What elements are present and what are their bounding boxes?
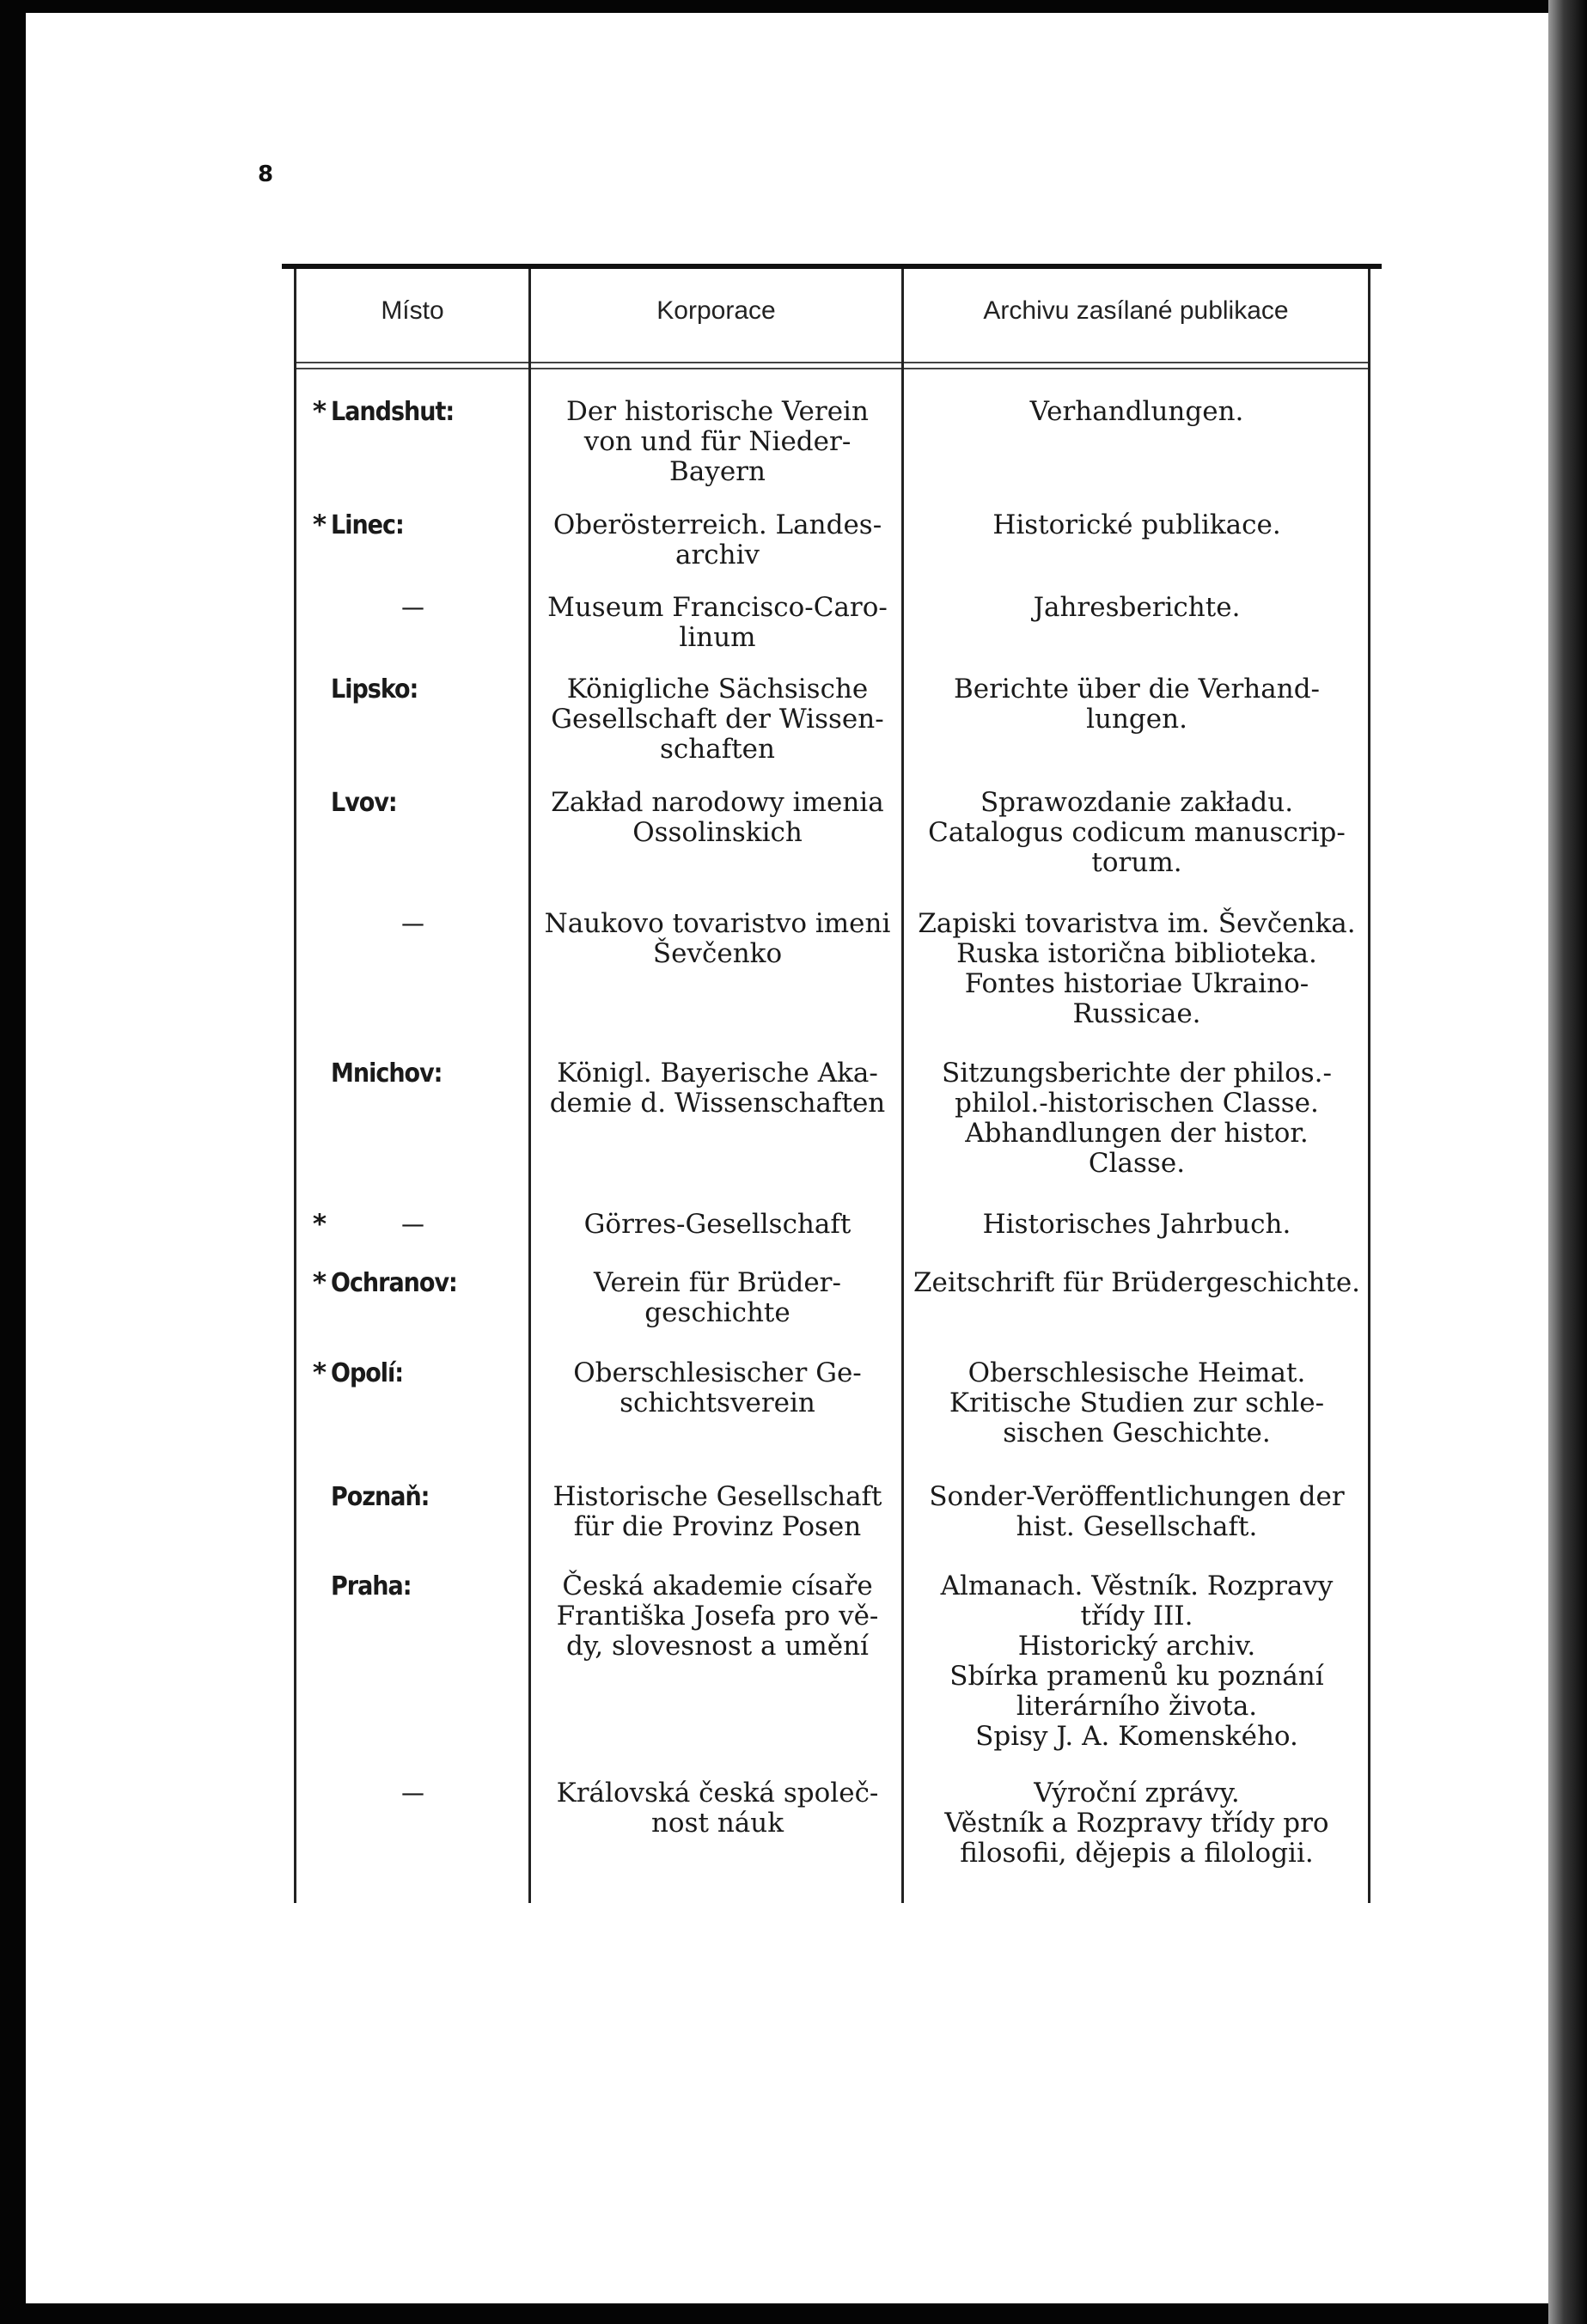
publication-line: literárního života.: [1016, 1691, 1258, 1722]
publication-line: třídy III.: [1080, 1601, 1193, 1632]
publication-line: Catalogus codicum manuscrip-: [928, 817, 1346, 848]
publications-cell: [913, 1058, 1360, 1179]
publication-line: Historisches Jahrbuch.: [982, 1209, 1291, 1240]
publication-line: Berichte über die Verhand-: [953, 674, 1321, 705]
corporation-line: Oberösterreich. Landes-: [552, 509, 882, 540]
column-header-corporation: Korporace: [656, 296, 776, 325]
publication-line: Oberschlesische Heimat.: [967, 1357, 1306, 1388]
corporation-line: Museum Francisco-Caro-: [547, 592, 888, 623]
publications-cell: [913, 397, 1360, 427]
column-header-place: Místo: [381, 296, 444, 325]
corporation-cell: [541, 1268, 894, 1328]
header-rule: [296, 362, 1368, 363]
column-divider: [901, 269, 904, 1903]
publication-line: Abhandlungen der histor.: [965, 1118, 1309, 1149]
publication-line: Zeitschrift für Brüdergeschichte.: [913, 1267, 1361, 1298]
corporation-line: Königl. Bayerische Aka-: [557, 1058, 878, 1089]
place-name: —: [401, 1210, 424, 1240]
corporation-line: Oberschlesischer Ge-: [573, 1357, 862, 1388]
publication-line: Fontes historiae Ukraino-: [964, 968, 1309, 999]
publication-line: hist. Gesellschaft.: [1016, 1511, 1258, 1542]
place-name: Mnichov:: [331, 1058, 443, 1089]
place-name: Opolí:: [331, 1358, 404, 1388]
table-border-right: [1368, 269, 1370, 1903]
corporation-line: Historische Gesellschaft: [552, 1481, 882, 1512]
corporation-line: nost náuk: [650, 1808, 784, 1839]
corporation-line: Královská česká společ-: [556, 1778, 879, 1809]
publications-cell: [913, 1358, 1360, 1449]
publications-cell: [913, 1571, 1360, 1752]
corporation-line: demie d. Wissenschaften: [549, 1088, 886, 1119]
corporation-line: Ševčenko: [652, 938, 783, 969]
table-top-rule: [282, 264, 1382, 269]
corporation-cell: [541, 593, 894, 653]
corporation-line: Der historische Verein: [566, 396, 869, 427]
place-name: Lvov:: [331, 788, 397, 818]
corporation-cell: [541, 1778, 894, 1839]
publication-line: Almanach. Věstník. Rozpravy: [940, 1571, 1334, 1601]
corporation-cell: [541, 674, 894, 765]
publication-line: Ruska istorična biblioteka.: [956, 938, 1317, 969]
publications-cell: [913, 1482, 1360, 1542]
publication-line: sischen Geschichte.: [1003, 1418, 1271, 1449]
place-name: Poznaň:: [331, 1482, 430, 1512]
publication-line: Sitzungsberichte der philos.-: [942, 1058, 1332, 1089]
publication-line: Výroční zprávy.: [1034, 1778, 1240, 1809]
publications-cell: [913, 1778, 1360, 1869]
row-marker: *: [312, 396, 327, 427]
publication-line: filosofii, dějepis a filologii.: [960, 1838, 1314, 1869]
corporation-line: Františka Josefa pro vě-: [556, 1601, 879, 1632]
corporation-line: Naukovo tovaristvo imeni: [544, 908, 891, 939]
publication-line: Sbírka pramenů ku poznání: [949, 1661, 1324, 1692]
corporation-line: geschichte: [644, 1297, 790, 1328]
corporation-cell: [541, 1358, 894, 1418]
place-name: Lipsko:: [331, 674, 418, 705]
corporation-line: schichtsverein: [620, 1388, 815, 1418]
corporation-cell: [541, 1571, 894, 1662]
corporation-line: Gesellschaft der Wissen-: [551, 704, 884, 735]
header-rule: [296, 368, 1368, 369]
page-number: 8: [258, 162, 274, 187]
corporation-line: Česká akademie císaře: [562, 1571, 873, 1601]
corporation-line: Bayern: [669, 456, 766, 487]
corporation-line: dy, slovesnost a umění: [566, 1631, 869, 1662]
corporation-line: archiv: [674, 540, 760, 570]
corporation-cell: [541, 1210, 894, 1240]
publication-line: torum.: [1091, 847, 1182, 878]
corporation-cell: [541, 1482, 894, 1542]
publication-line: Sonder-Veröffentlichungen der: [929, 1481, 1345, 1512]
publication-line: Historické publikace.: [992, 509, 1281, 540]
page-edge-shadow: [1548, 0, 1587, 2324]
place-name: Ochranov:: [331, 1268, 457, 1298]
publications-cell: [913, 674, 1360, 735]
place-name: Landshut:: [331, 397, 455, 427]
corporation-line: Zakład narodowy imenia: [551, 787, 884, 818]
row-marker: *: [312, 509, 327, 540]
corporation-cell: [541, 1058, 894, 1119]
publication-line: Historický archiv.: [1017, 1631, 1256, 1662]
publication-line: Zapiski tovaristva im. Ševčenka.: [918, 908, 1356, 939]
publications-cell: [913, 510, 1360, 540]
publication-line: Kritische Studien zur schle-: [949, 1388, 1325, 1418]
publication-line: Classe.: [1088, 1148, 1186, 1179]
corporation-line: Königliche Sächsische: [566, 674, 869, 705]
place-name: Linec:: [331, 510, 404, 540]
corporation-line: Ossolinskich: [632, 817, 803, 848]
place-name: —: [401, 909, 424, 939]
publications-cell: [913, 1268, 1360, 1298]
corporation-line: von und für Nieder-: [583, 426, 851, 457]
publications-cell: [913, 788, 1360, 878]
publication-line: Verhandlungen.: [1029, 396, 1244, 427]
corporation-cell: [541, 909, 894, 969]
row-marker: *: [312, 1357, 327, 1388]
corporation-line: linum: [679, 622, 756, 653]
corporation-line: schaften: [660, 734, 775, 765]
publication-line: Spisy J. A. Komenského.: [975, 1721, 1298, 1752]
row-marker: *: [312, 1209, 327, 1240]
table-border-left: [294, 269, 296, 1903]
corporation-cell: [541, 510, 894, 570]
publications-cell: [913, 909, 1360, 1029]
place-name: —: [401, 1778, 424, 1809]
publications-cell: [913, 1210, 1360, 1240]
column-divider: [528, 269, 531, 1903]
column-header-publications: Archivu zasílané publikace: [983, 296, 1289, 325]
publication-line: Sprawozdanie zakładu.: [980, 787, 1294, 818]
corporation-line: Görres-Gesellschaft: [583, 1209, 851, 1240]
publication-line: Věstník a Rozpravy třídy pro: [944, 1808, 1329, 1839]
corporation-line: Verein für Brüder-: [594, 1267, 841, 1298]
place-name: Praha:: [331, 1571, 412, 1601]
corporation-cell: [541, 788, 894, 848]
publication-line: lungen.: [1086, 704, 1187, 735]
publication-line: Russicae.: [1072, 998, 1201, 1029]
place-name: —: [401, 593, 424, 623]
publication-line: philol.-historischen Classe.: [955, 1088, 1319, 1119]
publication-line: Jahresberichte.: [1033, 592, 1241, 623]
row-marker: *: [312, 1267, 327, 1298]
corporation-cell: [541, 397, 894, 487]
corporation-line: für die Provinz Posen: [573, 1511, 862, 1542]
publications-cell: [913, 593, 1360, 623]
